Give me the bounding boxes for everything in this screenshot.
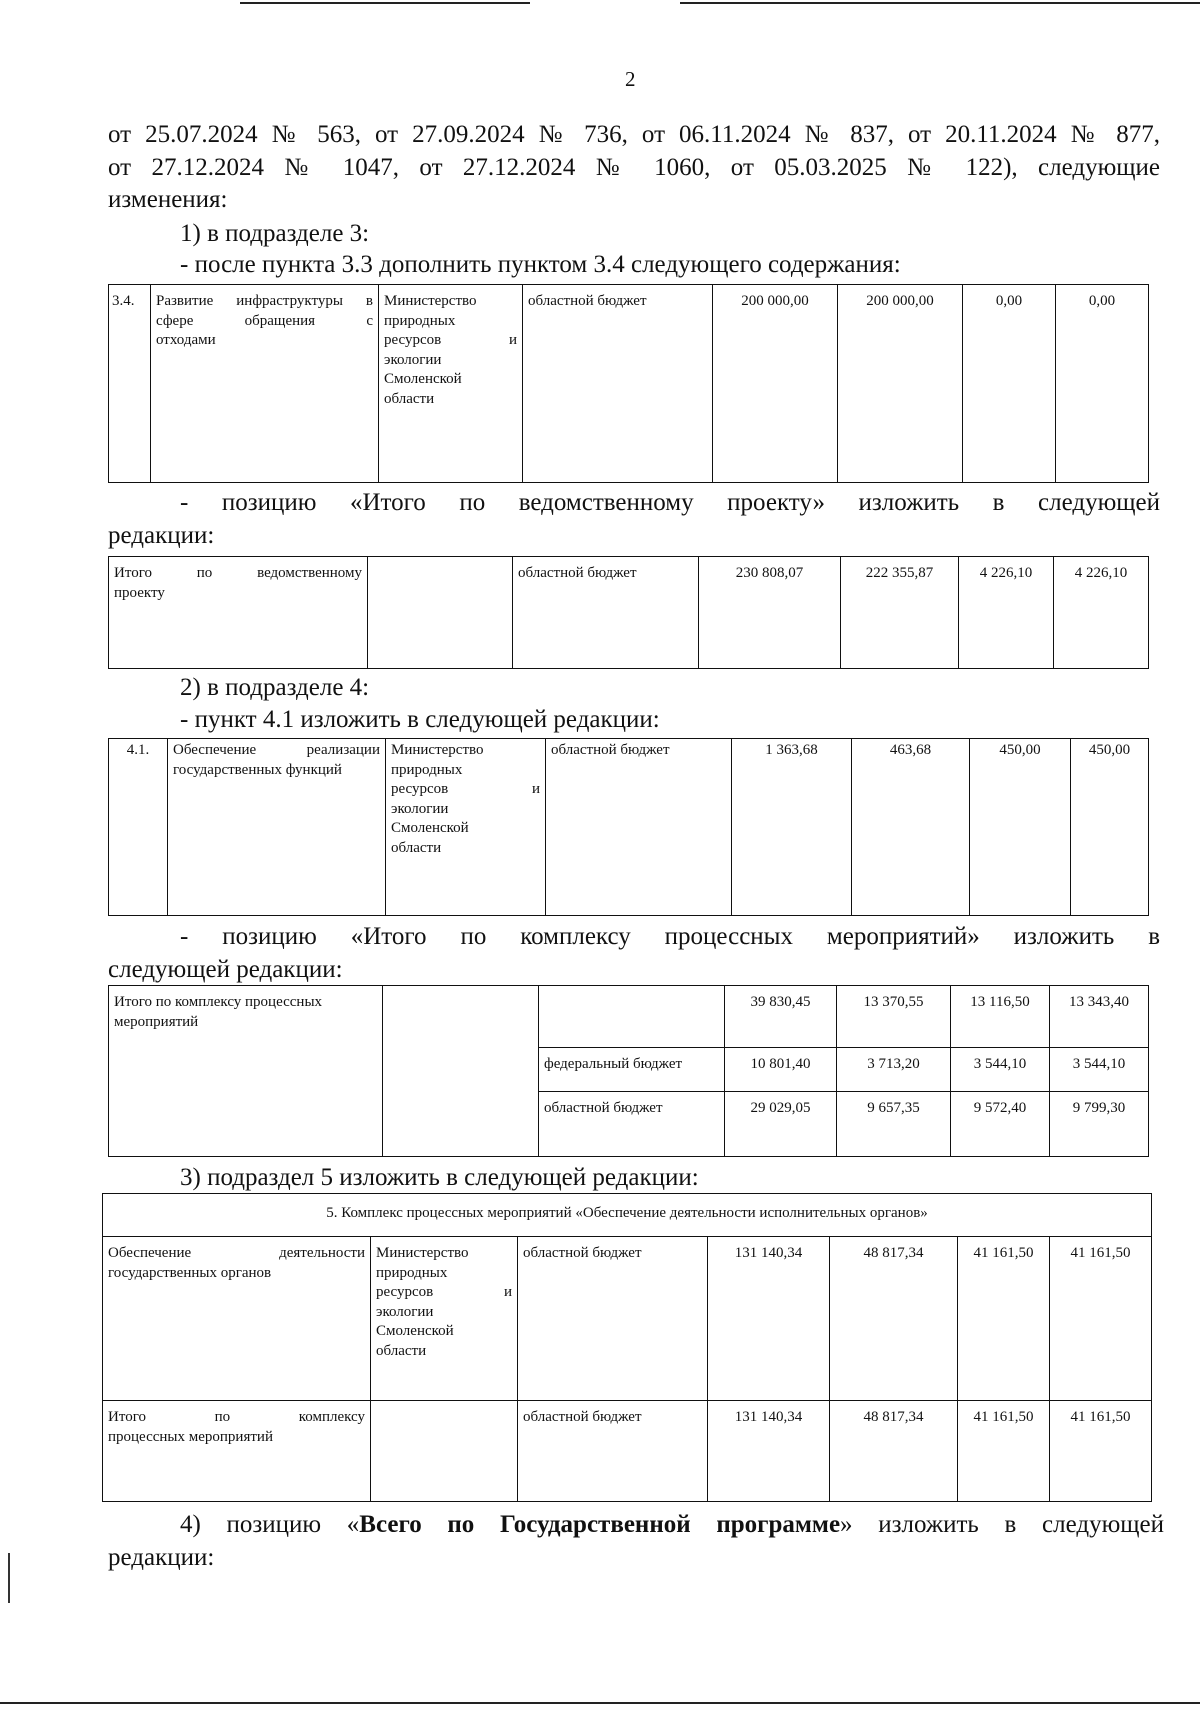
- cell-name-line-a: Итого по ведомственному: [114, 565, 362, 581]
- cell-name-line-b: мероприятий: [114, 1013, 199, 1030]
- cell-number: 3.4.: [109, 285, 151, 483]
- cell-year-2: 9 572,40: [951, 1092, 1050, 1157]
- table-vedom-total: [108, 556, 1149, 669]
- cell-name-line-a: Итого по комплексу процессных: [114, 994, 323, 1010]
- cell-year-3: 450,00: [1071, 739, 1149, 916]
- intro-line-1: от 25.07.2024 № 563, от 27.09.2024 № 736, от 06.11.2024 № 837, от 20.11.2024 № 877,: [108, 121, 1160, 148]
- table-row: [103, 1401, 1152, 1502]
- intro-paragraph: [108, 119, 1160, 217]
- cell-total: 131 140,34: [708, 1237, 830, 1401]
- scan-edge-bottom: [0, 1702, 1200, 1704]
- cell-executor: [386, 739, 546, 916]
- cell-year-1: 200 000,00: [838, 285, 963, 483]
- executor-line: экологии: [384, 351, 442, 368]
- executor-line: Смоленской: [391, 820, 469, 836]
- executor-line: экологии: [391, 800, 449, 817]
- cell-name-line-a: Итого по комплексу: [108, 1409, 365, 1425]
- table-subsection-5: [102, 1193, 1152, 1502]
- item2-subheading: - пункт 4.1 изложить в следующей редакции:: [180, 706, 660, 733]
- cell-year-2: 3 544,10: [951, 1048, 1050, 1092]
- item3-heading: 3) подраздел 5 изложить в следующей редакции:: [180, 1164, 699, 1191]
- executor-line: области: [384, 390, 435, 407]
- executor-line: ресурсов и: [391, 781, 540, 797]
- cell-total: 230 808,07: [699, 557, 841, 669]
- cell-executor: [371, 1401, 518, 1502]
- cell-year-1: 9 657,35: [837, 1092, 951, 1157]
- cell-year-1: 463,68: [852, 739, 970, 916]
- position-vedom-paragraph: [108, 487, 1160, 552]
- table-title: 5. Комплекс процессных мероприятий «Обеспечение деятельности исполнительных органов»: [103, 1194, 1152, 1237]
- cell-source: федеральный бюджет: [539, 1048, 725, 1092]
- item4-prefix: 4) позицию «: [180, 1511, 360, 1538]
- item4-line-2: редакции:: [108, 1543, 215, 1571]
- executor-line: ресурсов и: [384, 332, 517, 348]
- executor-line: Министерство: [391, 742, 484, 758]
- cell-name-line-b: проекту: [114, 584, 165, 601]
- item4-bold: Всего по Государственной программе: [359, 1511, 841, 1538]
- table-row: [109, 557, 1149, 669]
- cell-executor: [379, 285, 523, 483]
- table-row: [109, 285, 1149, 483]
- cell-year-2: 13 116,50: [951, 986, 1050, 1048]
- cell-year-2: 450,00: [970, 739, 1071, 916]
- executor-line: Смоленской: [384, 371, 462, 387]
- cell-source: областной бюджет: [539, 1092, 725, 1157]
- cell-total: 131 140,34: [708, 1401, 830, 1502]
- executor-line: природных: [391, 761, 463, 778]
- cell-name: [109, 557, 368, 669]
- cell-source: областной бюджет: [518, 1401, 708, 1502]
- cell-total: 10 801,40: [725, 1048, 837, 1092]
- cell-year-3: 3 544,10: [1050, 1048, 1149, 1092]
- item4-paragraph: [108, 1509, 1164, 1574]
- cell-source: областной бюджет: [523, 285, 713, 483]
- executor-line: природных: [376, 1264, 448, 1281]
- cell-executor: [368, 557, 513, 669]
- cell-name: [103, 1237, 371, 1401]
- cell-year-2: 4 226,10: [959, 557, 1054, 669]
- cell-source: областной бюджет: [513, 557, 699, 669]
- cell-executor: [371, 1237, 518, 1401]
- scan-edge-top-right: [680, 2, 1200, 4]
- table-item-4-1: [108, 738, 1149, 916]
- cell-source: областной бюджет: [518, 1237, 708, 1401]
- cell-total: 200 000,00: [713, 285, 838, 483]
- cell-year-1: 48 817,34: [830, 1237, 958, 1401]
- cell-year-1: 222 355,87: [841, 557, 959, 669]
- cell-year-2: 0,00: [963, 285, 1056, 483]
- table-row: [109, 739, 1149, 916]
- cell-year-2: 41 161,50: [958, 1237, 1050, 1401]
- item4-suffix: » изложить в следующей: [840, 1511, 1164, 1538]
- cell-year-3: 4 226,10: [1054, 557, 1149, 669]
- cell-year-3: 13 343,40: [1050, 986, 1149, 1048]
- cell-source: [539, 986, 725, 1048]
- scan-mark-left: [8, 1553, 10, 1603]
- cell-total: 39 830,45: [725, 986, 837, 1048]
- cell-year-1: 3 713,20: [837, 1048, 951, 1092]
- cell-name-line-b: отходами: [156, 332, 216, 348]
- executor-line: экологии: [376, 1303, 434, 1320]
- executor-line: ресурсов и: [376, 1284, 512, 1300]
- position-complex-paragraph: [108, 921, 1160, 986]
- cell-name: [151, 285, 379, 483]
- intro-line-2: от 27.12.2024 № 1047, от 27.12.2024 № 1060, от 05.03.2025 № 122), следующие: [108, 153, 1160, 181]
- cell-total: 29 029,05: [725, 1092, 837, 1157]
- cell-name-line-a: Обеспечение реализации: [173, 742, 380, 758]
- cell-name: [109, 986, 383, 1157]
- cell-total: 1 363,68: [732, 739, 852, 916]
- table-item-3-4: [108, 284, 1149, 483]
- item1-heading: 1) в подразделе 3:: [180, 220, 370, 247]
- cell-year-3: 41 161,50: [1050, 1237, 1152, 1401]
- executor-line: Смоленской: [376, 1323, 454, 1339]
- cell-year-3: 41 161,50: [1050, 1401, 1152, 1502]
- executor-line: области: [391, 839, 442, 856]
- table-row: [103, 1237, 1152, 1401]
- executor-line: Министерство: [384, 293, 477, 309]
- cell-name-line-b: процессных мероприятий: [108, 1428, 273, 1445]
- cell-name: [168, 739, 386, 916]
- cell-number: 4.1.: [109, 739, 168, 916]
- table-complex-total: [108, 985, 1149, 1157]
- item4-line-1: [108, 1509, 1164, 1542]
- cell-name-line-a: Обеспечение деятельности: [108, 1245, 365, 1261]
- cell-name-line-a: Развитие инфраструктуры в сфере обращения с: [156, 293, 373, 329]
- table-row: [109, 986, 1149, 1048]
- cell-source: областной бюджет: [546, 739, 732, 916]
- table-title-row: [103, 1194, 1152, 1237]
- cell-name-line-b: государственных функций: [173, 761, 342, 778]
- cell-year-2: 41 161,50: [958, 1401, 1050, 1502]
- cell-year-3: 9 799,30: [1050, 1092, 1149, 1157]
- item1-subheading: - после пункта 3.3 дополнить пунктом 3.4 следующего содержания:: [180, 251, 901, 278]
- position-complex-line-1: - позицию «Итого по комплексу процессных мероприятий» изложить в: [180, 923, 1160, 950]
- scan-edge-top: [240, 2, 530, 4]
- executor-line: природных: [384, 312, 456, 329]
- executor-line: области: [376, 1342, 427, 1359]
- position-complex-line-2: следующей редакции:: [108, 955, 343, 983]
- cell-year-1: 48 817,34: [830, 1401, 958, 1502]
- executor-line: Министерство: [376, 1245, 469, 1261]
- item2-heading: 2) в подразделе 4:: [180, 674, 370, 701]
- page-number: 2: [625, 67, 636, 91]
- cell-name-line-b: государственных органов: [108, 1264, 272, 1281]
- position-vedom-line-2: редакции:: [108, 521, 215, 549]
- cell-name: [103, 1401, 371, 1502]
- cell-executor: [383, 986, 539, 1157]
- intro-line-3: изменения:: [108, 186, 228, 213]
- cell-year-1: 13 370,55: [837, 986, 951, 1048]
- cell-year-3: 0,00: [1056, 285, 1149, 483]
- position-vedom-line-1: - позицию «Итого по ведомственному проекту» изложить в следующей: [180, 489, 1160, 516]
